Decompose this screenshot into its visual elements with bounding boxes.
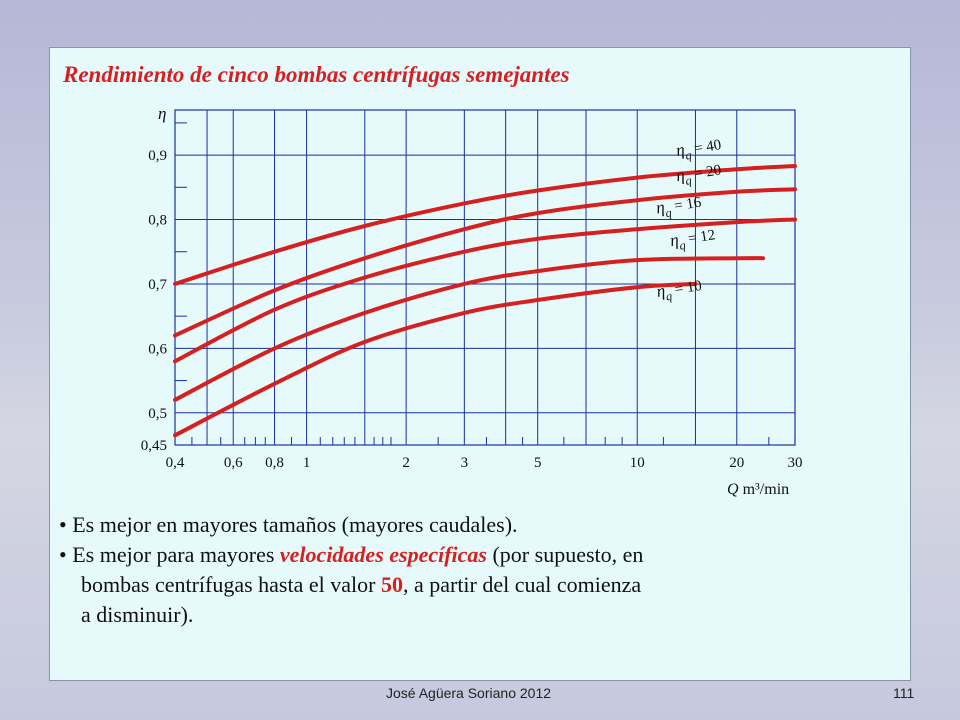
bullet-2-cont1-post: , a partir del cual comienza	[402, 572, 642, 597]
series-label	[675, 159, 723, 189]
series-label	[655, 275, 703, 305]
x-tick-label: 0,6	[223, 455, 243, 471]
x-tick-label: 1	[302, 455, 311, 471]
x-tick-label: 5	[533, 455, 542, 471]
y-tick-label: 0,5	[148, 405, 167, 422]
y-tick-label: 0,45	[140, 438, 167, 454]
x-tick-label: 2	[402, 455, 410, 471]
x-tick-label: 20	[729, 455, 745, 471]
series-label-symbol: η	[654, 197, 666, 218]
y-tick-label: 0,7	[148, 276, 167, 293]
bullet-1-text: Es mejor en mayores tamaños (mayores caudales).	[72, 512, 518, 537]
bullet-2-text-pre: Es mejor para mayores	[72, 542, 280, 567]
bullet-2-text-post: (por supuesto, en	[486, 542, 644, 567]
bullet-list	[59, 510, 919, 630]
bullet-2-cont2: a disminuir).	[81, 602, 194, 627]
x-axis-label-var: Q	[727, 481, 739, 498]
series-label-value: = 20	[689, 162, 723, 183]
series-label-value: = 16	[669, 194, 703, 216]
series-label-subscript: q	[684, 147, 693, 163]
series-label-subscript: q	[664, 288, 673, 304]
series-label-symbol: η	[674, 165, 686, 186]
series-curve	[175, 258, 763, 400]
x-tick-label: 0,4	[165, 455, 185, 471]
x-tick-label: 10	[629, 455, 645, 471]
slide-title: Rendimiento de cinco bombas centrífugas semejantes	[63, 62, 570, 87]
y-tick-label: 0,9	[148, 148, 167, 165]
series-label-symbol: η	[668, 230, 680, 251]
x-axis-label-unit: m³/min	[738, 481, 790, 498]
series-label-subscript: q	[684, 173, 693, 188]
series-label	[669, 224, 717, 254]
bullet-2-cont1-pre: bombas centrífugas hasta el valor	[81, 572, 381, 597]
series-label-subscript: q	[664, 205, 673, 221]
bullet-2	[59, 540, 919, 570]
footer	[0, 685, 960, 711]
x-axis-label	[727, 481, 789, 498]
y-tick-label: 0,8	[148, 212, 167, 229]
y-axis-label: η	[158, 104, 167, 123]
series-label-value: = 12	[683, 227, 717, 248]
bullet-2-continuation-2	[59, 600, 919, 630]
page-number: 111	[893, 685, 915, 701]
series-label-value: = 40	[689, 137, 723, 158]
bullet-1	[59, 510, 919, 540]
y-tick-label: 0,6	[148, 341, 167, 358]
series-label-value: = 10	[669, 277, 703, 299]
series-label-symbol: η	[674, 139, 686, 160]
x-tick-label: 3	[460, 455, 469, 471]
bullet-marker: •	[59, 512, 67, 537]
chart-curves	[175, 166, 795, 435]
footer-author: José Agüera Soriano 2012	[386, 685, 552, 701]
bullet-marker: •	[59, 542, 67, 567]
series-label-symbol: η	[655, 280, 667, 301]
x-tick-label: 30	[787, 455, 803, 471]
series-label-subscript: q	[678, 237, 687, 253]
x-tick-label: 0,8	[265, 455, 284, 471]
bullet-2-continuation-1	[59, 570, 919, 600]
bullet-2-value: 50	[380, 572, 403, 597]
bullet-2-emphasis: velocidades específicas	[279, 542, 487, 567]
series-label	[675, 134, 723, 164]
